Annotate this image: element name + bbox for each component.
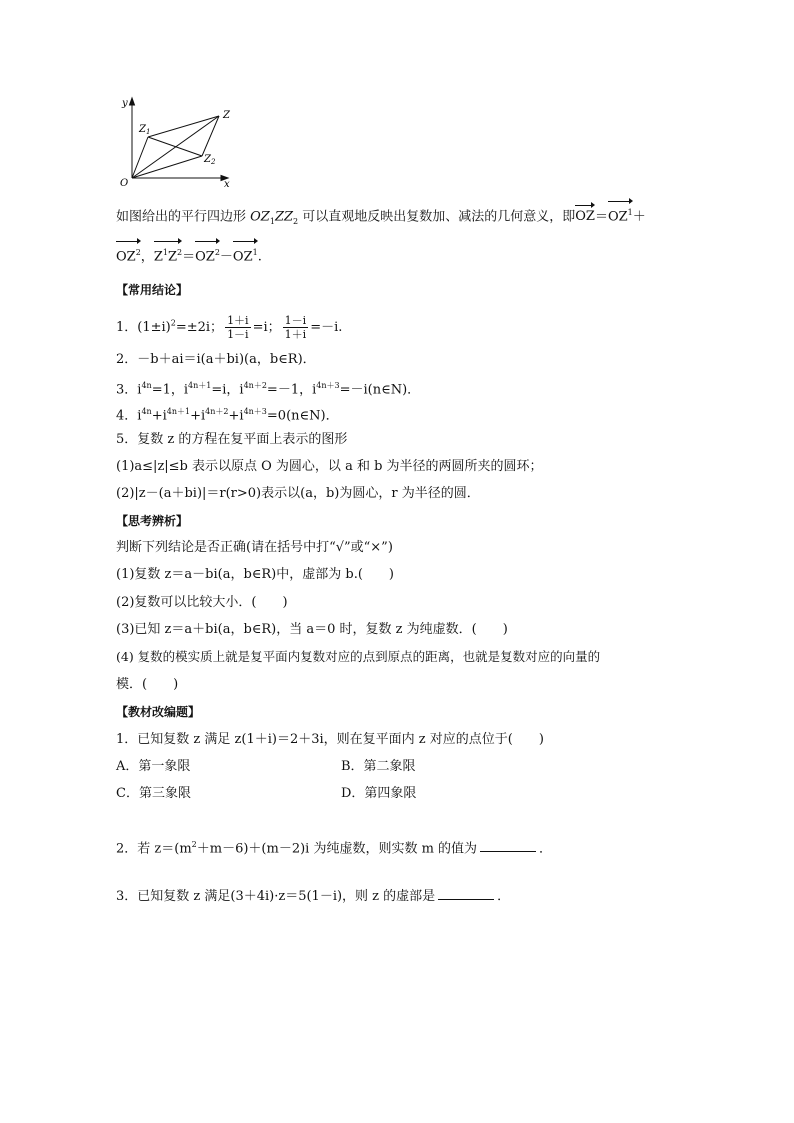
common-item-5-1: (1)a≤|z|≤b 表示以原点 O 为圆心，以 a 和 b 为半径的两圆所夹的圆环； xyxy=(116,459,543,474)
textbook-problem-1: 1．已知复数 z 满足 z(1＋i)＝2＋3i，则在复平面内 z 对应的点位于( ) xyxy=(116,732,544,747)
vector-oz1: $OZ^1$ xyxy=(608,204,633,226)
answer-blank-3[interactable] xyxy=(438,899,494,900)
option-a: A．第一象限 xyxy=(116,759,191,774)
fraction-1: $\frac{1+i}{1-i}$ xyxy=(227,314,249,341)
intro-line-2: $OZ^2$，$Z^1Z^2=OZ^2-OZ^1$. xyxy=(116,244,262,266)
common-item-3: 3．$i^{4n}=1$，$i^{4n+1}=i$，$i^{4n+2}=-1$，$i^{4n+3}=-i(n\in N)$． xyxy=(116,381,421,398)
vector-oz2b: $OZ^2$ xyxy=(195,244,220,266)
label-z2: $Z_2$ xyxy=(204,154,216,166)
option-b: B．第二象限 xyxy=(341,759,416,774)
label-z: Z xyxy=(223,110,230,121)
edge-z1-z xyxy=(148,116,219,137)
label-o: O xyxy=(120,178,129,188)
vector-oz1b: $OZ^1$ xyxy=(233,244,258,266)
think-q3: (3)已知 z＝a＋bi(a，b∈R)，当 a＝0 时，复数 z 为纯虚数．( ) xyxy=(116,622,508,637)
fraction-2: $\frac{1-i}{1+i}$ xyxy=(284,314,307,341)
think-q1: (1)复数 z＝a－bi(a，b∈R)中，虚部为 b.( ) xyxy=(116,567,394,582)
common-item-2: 2．－b＋ai＝i(a＋bi)(a，b∈R)． xyxy=(116,352,316,367)
think-q2: (2)复数可以比较大小．( ) xyxy=(116,595,288,610)
textbook-problem-2: 2．若 $z=(m^2+m-6)+(m-2)i$ 为纯虚数，则实数 m 的值为 ． xyxy=(116,840,553,857)
label-y: y xyxy=(122,98,128,109)
think-title: 【思考辨析】 xyxy=(116,514,189,528)
vector-oz: OZ xyxy=(575,209,595,225)
answer-blank-2[interactable] xyxy=(480,851,536,852)
vector-z1z2: $Z^1Z^2$ xyxy=(154,244,182,266)
think-intro: 判断下列结论是否正确(请在括号中打“√”或“×”) xyxy=(116,540,393,555)
common-item-1: 1．$(1\pm i)^2=\pm 2i$； $\frac{1+i}{1-i}$ =i； $\frac{1-i}{1+i}$ =－i. xyxy=(116,314,343,341)
edge-o-z2 xyxy=(132,156,202,178)
parallelogram-figure xyxy=(118,96,248,188)
intro-line-1: 如图给出的平行四边形 $OZ_1ZZ_2$ 可以直观地反映出复数加、减法的几何意义，即$OZ=OZ^1+$ xyxy=(116,204,646,231)
option-d: D．第四象限 xyxy=(341,786,417,801)
edge-z1-z2 xyxy=(148,137,202,156)
option-c: C．第三象限 xyxy=(116,786,191,801)
common-item-5-2: (2)|z－(a＋bi)|＝r(r>0)表示以(a，b)为圆心，r 为半径的圆． xyxy=(116,486,480,501)
textbook-title: 【教材改编题】 xyxy=(116,705,201,719)
label-x: x xyxy=(224,179,230,188)
think-q4-line2: 模．( ) xyxy=(116,677,179,692)
common-item-4: 4．$i^{4n}+i^{4n+1}+i^{4n+2}+i^{4n+3}=0(n\in N)$． xyxy=(116,407,339,424)
textbook-problem-3: 3．已知复数 z 满足(3＋4i)·z＝5(1－i)，则 z 的虚部是 ． xyxy=(116,889,511,904)
label-z1: $Z_1$ xyxy=(139,124,151,136)
common-item-5: 5．复数 z 的方程在复平面上表示的图形 xyxy=(116,432,348,447)
think-q4-line1: (4) 复数的模实质上就是复平面内复数对应的点到原点的距离，也就是复数对应的向量的 xyxy=(116,649,601,664)
vector-oz2: $OZ^2$ xyxy=(116,244,141,266)
common-title: 【常用结论】 xyxy=(116,283,189,297)
